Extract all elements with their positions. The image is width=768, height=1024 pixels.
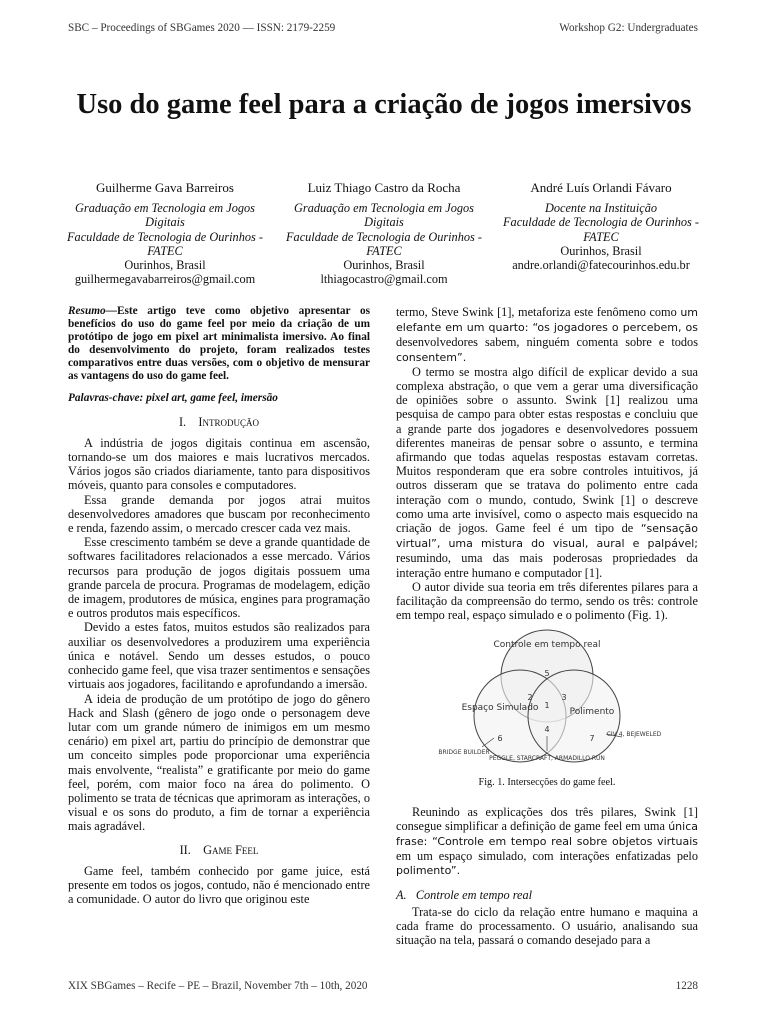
- region-3: 3: [561, 693, 567, 703]
- page-number: 1228: [675, 980, 698, 992]
- text-run: um elefante em um quarto: “os jogadores o percebem, os: [396, 306, 698, 335]
- text-run: única frase: “Controle em tempo real sobre objetos virtuais: [396, 819, 698, 849]
- label-polish: Polimento: [569, 707, 615, 718]
- text-run: resumindo, uma das mais poderosas propriedades da interação entre humano e computador [1].: [396, 551, 698, 580]
- text-run: “sensação virtual”, uma mistura do visual, aural e palpável;: [396, 522, 698, 551]
- figure-caption: Fig. 1. Intersecções do game feel.: [478, 777, 616, 789]
- paragraph: [396, 805, 698, 879]
- abstract-label: Resumo: [68, 305, 106, 317]
- abstract-text: —Este artigo teve como objetivo apresentar os benefícios do uso do game feel por meio da criação de um protótipo de jogo em pixel art minimalista imersivo. Ao final do desenvolvimento do projeto, foram realizados testes comparativos entre duas versões, com o objetivo de mensurar as vantagens do uso do game feel.: [68, 305, 370, 382]
- running-footer-left: XIX SBGames – Recife – PE – Brazil, November 7th – 10th, 2020: [68, 980, 368, 992]
- left-column: [68, 305, 370, 906]
- label-realtime-control: Controle em tempo real: [493, 640, 601, 651]
- author-2: [277, 181, 491, 286]
- author-email: andre.orlandi@fatecourinhos.edu.br: [512, 258, 690, 273]
- running-header-right: Workshop G2: Undergraduates: [559, 22, 698, 34]
- section-number: II.: [179, 842, 191, 857]
- author-name: Guilherme Gava Barreiros: [96, 180, 234, 195]
- paragraph: Essa grande demanda por jogos atrai muitos desenvolvedores amadores que buscam por reconhecimento e renda, fazendo assim, o mercado crescer cada vez mais.: [68, 492, 370, 536]
- author-location: Ourinhos, Brasil: [343, 258, 425, 273]
- annotation-peggle: PEGGLE, STARCRAFT, ARMADILLO RUN: [489, 755, 605, 763]
- keywords: Palavras-chave: pixel art, game feel, imersão: [68, 392, 278, 405]
- annotation-civ4: CIV 4, BEJEWELED: [606, 731, 662, 739]
- section-number: I.: [178, 414, 187, 429]
- author-name: Luiz Thiago Castro da Rocha: [307, 180, 461, 195]
- region-5: 5: [544, 669, 550, 679]
- region-7: 7: [589, 734, 595, 744]
- subsection-title: Controle em tempo real: [415, 887, 533, 902]
- text-run: polimento”.: [396, 864, 461, 878]
- author-affiliation: Graduação em Tecnologia em Jogos Digitais: [294, 201, 474, 230]
- author-affiliation-institution: Faculdade de Tecnologia de Ourinhos - FATEC: [286, 229, 482, 258]
- paragraph: A ideia de produção de um protótipo de jogo do gênero Hack and Slash (gênero de jogo onde o personagem deve lutar com um grande número de inimigos em um mesmo cenário) em pixel art, partiu do princípio de demonstrar que um conceito simples pode proporcionar uma experiência mais envolvente, “realista” e gratificante por meio do game feel, porém, com maior foco na área do polimento. O polimento se trata de técnicas que aprimoram as interações, o visual e os sons do produto, a fim de tornar a experiência mais agradável.: [68, 691, 370, 834]
- text-run: em um espaço simulado, com interações enfatizadas pelo: [396, 849, 698, 864]
- region-4: 4: [544, 725, 550, 735]
- venn-diagram-figure: [422, 624, 672, 774]
- paragraph: Trata-se do ciclo da relação entre humano e maquina a cada frame do processamento. O usuário, analisando sua situação na tela, passará o comando desejado para a: [396, 904, 698, 948]
- author-email: guilhermegavabarreiros@gmail.com: [74, 272, 256, 287]
- paragraph: Esse crescimento também se deve a grande quantidade de softwares facilitadores relacionados a esse mercado. Vários recursos para produção de jogos digitais possuem uma grande parcela de procura. Programas de modelagem, edição de imagem, produtores de música, engines para programação e outros produtos mais específicos.: [68, 535, 370, 621]
- annotation-bridge-builder: BRIDGE BUILDER: [438, 749, 490, 757]
- section-heading-1: [68, 415, 370, 429]
- subsection-heading: [396, 888, 698, 902]
- region-6: 6: [497, 734, 503, 744]
- author-location: Ourinhos, Brasil: [124, 258, 206, 273]
- text-run: termo, Steve Swink [1], metaforiza este fenômeno como: [396, 305, 681, 319]
- paragraph: [396, 365, 698, 580]
- text-run: desenvolvedores sabem, ninguém comenta sobre e todos: [396, 335, 698, 350]
- text-run: consentem”.: [396, 350, 467, 364]
- author-3: [494, 181, 708, 272]
- section-title: Introdução: [198, 414, 260, 429]
- author-affiliation-institution: Faculdade de Tecnologia de Ourinhos - FATEC: [503, 215, 699, 244]
- paragraph: O autor divide sua teoria em três diferentes pilares para a facilitação da compreensão do termo, sendo os três: controle em tempo real, espaço simulado e o polimento (Fig. 1).: [396, 579, 698, 623]
- running-header-left: SBC – Proceedings of SBGames 2020 — ISSN: 2179-2259: [68, 22, 336, 34]
- abstract: [68, 305, 370, 382]
- author-name: André Luís Orlandi Fávaro: [530, 180, 672, 195]
- section-title: Game Feel: [203, 842, 259, 857]
- paragraph: Devido a estes fatos, muitos estudos são realizados para auxiliar os desenvolvedores a produzirem uma experiência única e notável. Sendo um desses estudos, o pouco conhecido game feel, que visa trazer sentimentos e sensações virtuais aos jogadores, facilitando e aprofundando a imersão.: [68, 620, 370, 692]
- paper-title: Uso do game feel para a criação de jogos imersivos: [76, 89, 692, 120]
- author-location: Ourinhos, Brasil: [560, 243, 642, 258]
- paragraph: [396, 305, 698, 365]
- text-run: Reunindo as explicações dos três pilares, Swink [1] consegue simplificar a definição de game feel em uma: [396, 804, 698, 833]
- region-2: 2: [527, 693, 533, 703]
- right-column: [396, 305, 698, 948]
- author-affiliation: Graduação em Tecnologia em Jogos Digitais: [75, 201, 255, 230]
- author-email: lthiagocastro@gmail.com: [320, 272, 448, 287]
- subsection-number: A.: [396, 887, 407, 902]
- paragraph: A indústria de jogos digitais continua em ascensão, tornando-se um dos maiores e mais lucrativos mercados. Vários jogos são criados diariamente, tanto para dispositivos móveis, quanto para consoles e computadores.: [68, 435, 370, 493]
- author-affiliation: Docente na Instituição: [544, 201, 657, 216]
- text-run: O termo se mostra algo difícil de explicar devido a sua complexa abstração, o que vem a gerar uma diversificação de opiniões sobre o assunto. Swink [1] realizou uma pesquisa de campo para obter estas respostas e concluiu que a grande parte dos jogadores e desenvolvedores possuem diferentes maneiras de pensar sobre o assunto, e termina afirmando que todas aquelas respostas estavam corretas. Muitos responderam que era sobre controles intuitivos, já outros disseram que se tratava do polimento entre cada interação com o mundo, contudo, Swink [1] o descreve como uma arte invisível, como o aspecto mais esquecido na criação de jogos. Game feel é um tipo de: [396, 364, 698, 536]
- region-1: 1: [544, 701, 550, 711]
- section-heading-2: [68, 843, 370, 857]
- author-1: [58, 181, 272, 286]
- label-simulated-space: Espaço Simulado: [461, 703, 539, 714]
- paragraph: Game feel, também conhecido por game juice, está presente em todos os jogos, contudo, não é mencionado entre a comunidade. O autor do livro que originou este: [68, 863, 370, 907]
- author-affiliation-institution: Faculdade de Tecnologia de Ourinhos - FATEC: [67, 229, 263, 258]
